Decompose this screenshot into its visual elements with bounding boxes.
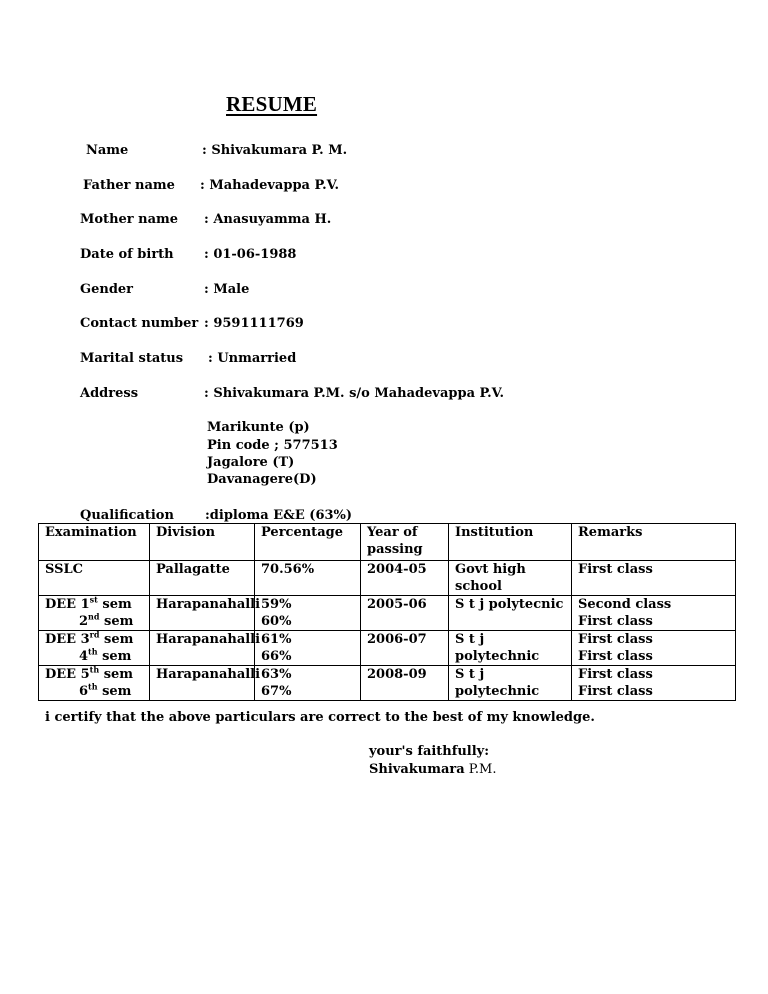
field-value: : Shivakumara P.M. s/o Mahadevappa P.V. xyxy=(204,386,505,401)
table-row xyxy=(39,561,736,596)
field-value: :diploma E&E (63%) xyxy=(205,508,353,523)
field-label: Mother name xyxy=(80,212,179,227)
table-cell-exam xyxy=(39,631,150,666)
table-cell-division: Harapanahalli xyxy=(150,666,255,701)
table-cell-year: 2004-05 xyxy=(361,561,449,596)
exam-main: DEE 5th sem xyxy=(45,664,134,682)
exam-main: DEE 1st sem xyxy=(45,594,132,612)
address-line: Marikunte (p) xyxy=(207,420,310,435)
table-cell-remarks: Second class First class xyxy=(572,596,736,631)
table-cell-percentage: 63% 67% xyxy=(255,666,361,701)
field-label: Date of birth xyxy=(80,247,174,262)
field-value: : 9591111769 xyxy=(204,316,304,331)
field-label: Contact number xyxy=(80,316,199,331)
exam-sub: 2nd sem xyxy=(79,611,134,629)
field-value: : Unmarried xyxy=(208,351,297,366)
exam-sub: 6th sem xyxy=(79,681,132,699)
certification-statement: i certify that the above particulars are correct to the best of my knowledge. xyxy=(45,710,595,725)
address-line: Jagalore (T) xyxy=(207,455,295,470)
field-label: Father name xyxy=(83,178,175,193)
signature-name: Shivakumara P.M. xyxy=(369,762,497,777)
table-cell-year: 2005-06 xyxy=(361,596,449,631)
field-value: : Shivakumara P. M. xyxy=(202,143,348,158)
field-label: Name xyxy=(86,143,129,158)
table-cell-exam: SSLC xyxy=(39,561,150,596)
table-cell-institution: S t j polytechnic xyxy=(449,666,572,701)
table-header-cell: Division xyxy=(150,524,255,561)
table-cell-division: Pallagatte xyxy=(150,561,255,596)
table-cell-year: 2008-09 xyxy=(361,666,449,701)
table-header-cell: Remarks xyxy=(572,524,736,561)
signoff: your's faithfully: xyxy=(369,744,490,759)
table-cell-institution: Govt high school xyxy=(449,561,572,596)
table-cell-percentage: 61% 66% xyxy=(255,631,361,666)
field-value: : Male xyxy=(204,282,250,297)
table-cell-percentage: 59% 60% xyxy=(255,596,361,631)
table-header-cell: Year of passing xyxy=(361,524,449,561)
table-cell-remarks: First class First class xyxy=(572,666,736,701)
field-label: Address xyxy=(80,386,139,401)
table-cell-exam xyxy=(39,666,150,701)
table-row xyxy=(39,631,736,666)
table-cell-institution: S t j polytecnic xyxy=(449,596,572,631)
table-header-row xyxy=(39,524,736,561)
table-cell-exam xyxy=(39,596,150,631)
table-cell-year: 2006-07 xyxy=(361,631,449,666)
table-header-cell: Percentage xyxy=(255,524,361,561)
address-line: Davanagere(D) xyxy=(207,472,317,487)
field-value: : Mahadevappa P.V. xyxy=(200,178,339,193)
exam-main: DEE 3rd sem xyxy=(45,629,134,647)
table-row xyxy=(39,596,736,631)
table-cell-remarks: First class xyxy=(572,561,736,596)
table-row xyxy=(39,666,736,701)
education-table xyxy=(38,523,736,701)
table-header-cell: Institution xyxy=(449,524,572,561)
field-label: Marital status xyxy=(80,351,184,366)
field-label: Qualification xyxy=(80,508,174,523)
table-cell-division: Harapanahalli xyxy=(150,631,255,666)
page-title: RESUME xyxy=(226,92,318,116)
table-cell-remarks: First class First class xyxy=(572,631,736,666)
table-header-cell: Examination xyxy=(39,524,150,561)
table-cell-percentage: 70.56% xyxy=(255,561,361,596)
table-cell-institution: S t j polytechnic xyxy=(449,631,572,666)
exam-sub: 4th sem xyxy=(79,646,132,664)
address-line: Pin code ; 577513 xyxy=(207,438,338,453)
field-value: : 01-06-1988 xyxy=(204,247,297,262)
field-label: Gender xyxy=(80,282,134,297)
table-cell-division: Harapanahalli xyxy=(150,596,255,631)
field-value: : Anasuyamma H. xyxy=(204,212,332,227)
